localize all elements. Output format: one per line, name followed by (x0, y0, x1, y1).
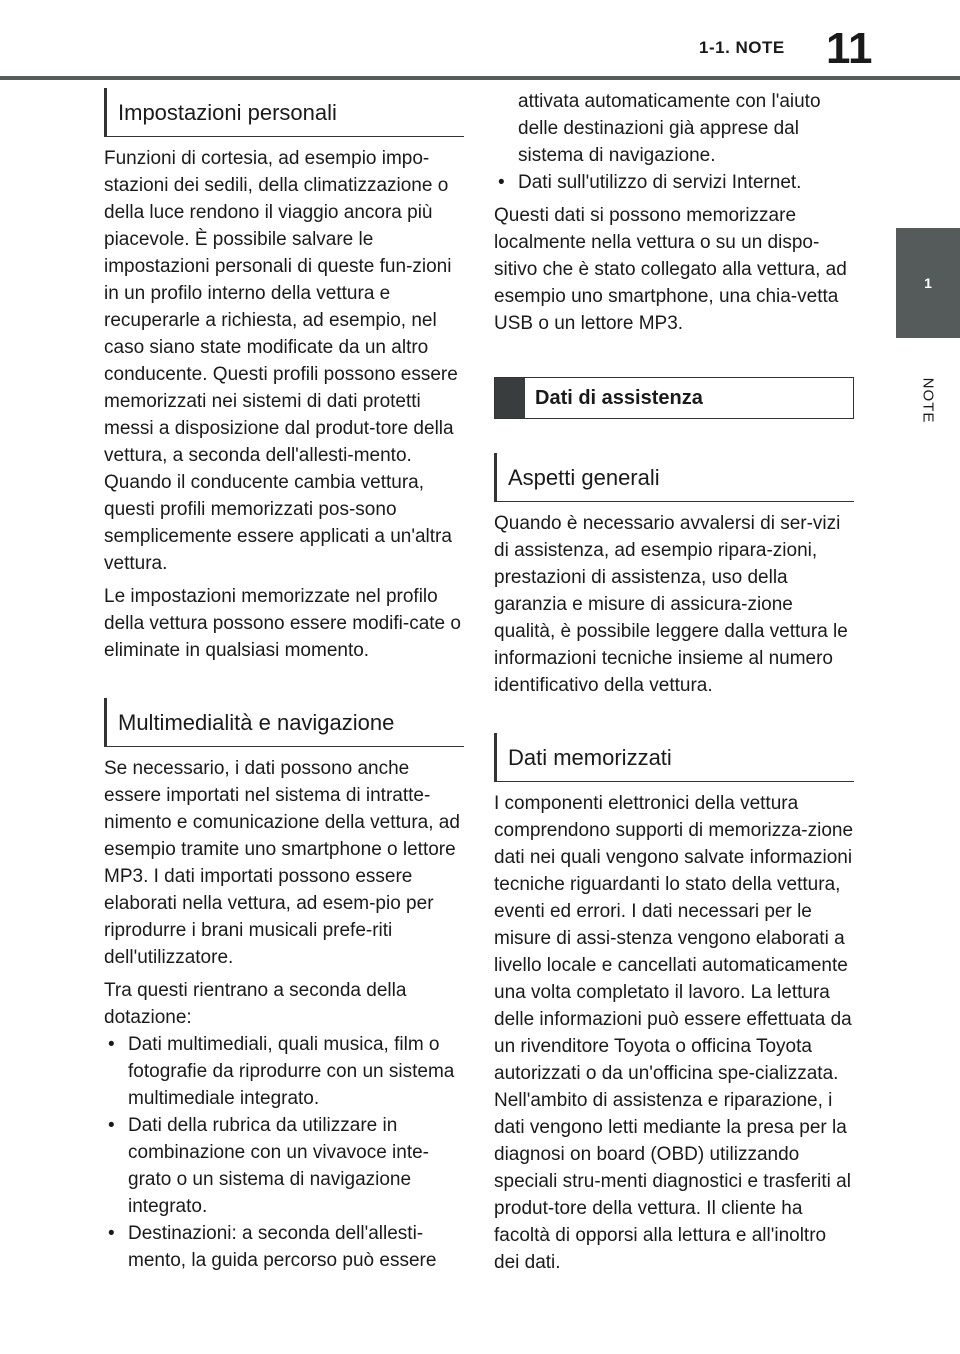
heading-marker (495, 378, 525, 418)
list-item: • Dati della rubrica da utilizzare in combinazione con un vivavoce inte-grato o un sistema di navigazione integrato. (104, 1112, 464, 1220)
heading-multimedia (104, 698, 464, 747)
continued-bullet-list (494, 88, 854, 196)
left-column (104, 88, 464, 1274)
heading-service-data-text: Dati di assistenza (535, 386, 703, 409)
heading-multimedia-text: Multimedialità e navigazione (118, 709, 395, 735)
paragraph-multimedia-1: Se necessario, i dati possono anche essere importati nel sistema di intratte-nimento e comunicazione della vettura, ad esempio tramite uno smartphone o lettore MP3. I dati importati possono essere elaborati nella vettura, ad esem-pio per riprodurre i brani musicali prefe-riti dell'utilizzatore. (104, 758, 460, 968)
paragraph-general-aspects: Quando è necessario avvalersi di ser-vizi di assistenza, ad esempio ripara-zioni, prestazioni di assistenza, uso della garanzia e misure di assicura-zione qualità, è possibile leggere dalla vettura le informazioni tecniche insieme al numero identificativo della vettura. (494, 513, 848, 696)
list-item: • Dati multimediali, quali musica, film o fotografie da riprodurre con un sistema multimediale integrato. (104, 1031, 464, 1112)
paragraph-personal-settings-1: Funzioni di cortesia, ad esempio impo-stazioni dei sedili, della climatizzazione o della luce rendono il viaggio ancora più piacevole. È possibile salvare le impostazioni personali di queste fun-zioni in un profilo interno della vettura e recuperarle a richiesta, ad esempio, nel caso siano state modificate da un altro conducente. Questi profili possono essere memorizzati nei sistemi di dati protetti messi a disposizione dal produt-tore della vettura, a seconda dell'allesti-mento. Quando il conducente cambia vettura, questi profili memorizzati pos-sono semplicemente essere applicati a un'altra vettura. (104, 148, 458, 574)
heading-personal-settings (104, 88, 464, 137)
heading-service-data (494, 377, 854, 419)
heading-general-aspects-text: Aspetti generali (508, 464, 660, 490)
paragraph-multimedia-2: Tra questi rientrano a seconda della dotazione: (104, 980, 407, 1028)
chapter-number: 1 (924, 275, 932, 291)
heading-general-aspects (494, 453, 854, 502)
section-title: 1-1. NOTE (699, 38, 785, 57)
paragraph-storage: Questi dati si possono memorizzare localmente nella vettura o su un dispo-sitivo che è stato collegato alla vettura, ad esempio uno smartphone, una chia-vetta USB o un lettore MP3. (494, 205, 847, 334)
list-item-continuation: attivata automaticamente con l'aiuto delle destinazioni già apprese dal sistema di navigazione. (518, 91, 821, 166)
paragraph-personal-settings-2: Le impostazioni memorizzate nel profilo della vettura possono essere modifi-cate o eliminate in qualsiasi momento. (104, 586, 461, 661)
heading-stored-data-text: Dati memorizzati (508, 744, 672, 770)
right-column (494, 88, 854, 1276)
header-divider (0, 76, 960, 80)
page-number: 11 (826, 24, 873, 73)
heading-stored-data (494, 733, 854, 782)
multimedia-bullet-list (104, 1031, 464, 1274)
paragraph-stored-data: I componenti elettronici della vettura comprendono supporti di memorizza-zione dati nei quali vengono salvate informazioni tecniche riguardanti lo stato della vettura, eventi ed errori. I dati necessari per le misure di assi-stenza vengono elaborati a livello locale e cancellati automaticamente una volta completato il lavoro. La lettura delle informazioni può essere effettuata da un rivenditore Toyota o officina Toyota autorizzati o da un'officina spe-cializzata. Nell'ambito di assistenza e riparazione, i dati vengono letti mediante la presa per la diagnosi on board (OBD) utilizzando speciali stru-menti diagnostici e trasferiti al produt-tore della vettura. Il cliente ha facoltà di opporsi alla lettura e all'inoltro dei dati. (494, 793, 854, 1273)
chapter-label-text: NOTE (919, 377, 937, 423)
list-item: • Destinazioni: a seconda dell'allesti-mento, la guida percorso può essere (104, 1220, 464, 1274)
chapter-tab (896, 228, 960, 338)
heading-personal-settings-text: Impostazioni personali (118, 99, 337, 125)
chapter-label (896, 360, 960, 440)
list-item: • Dati sull'utilizzo di servizi Internet. (494, 169, 854, 196)
